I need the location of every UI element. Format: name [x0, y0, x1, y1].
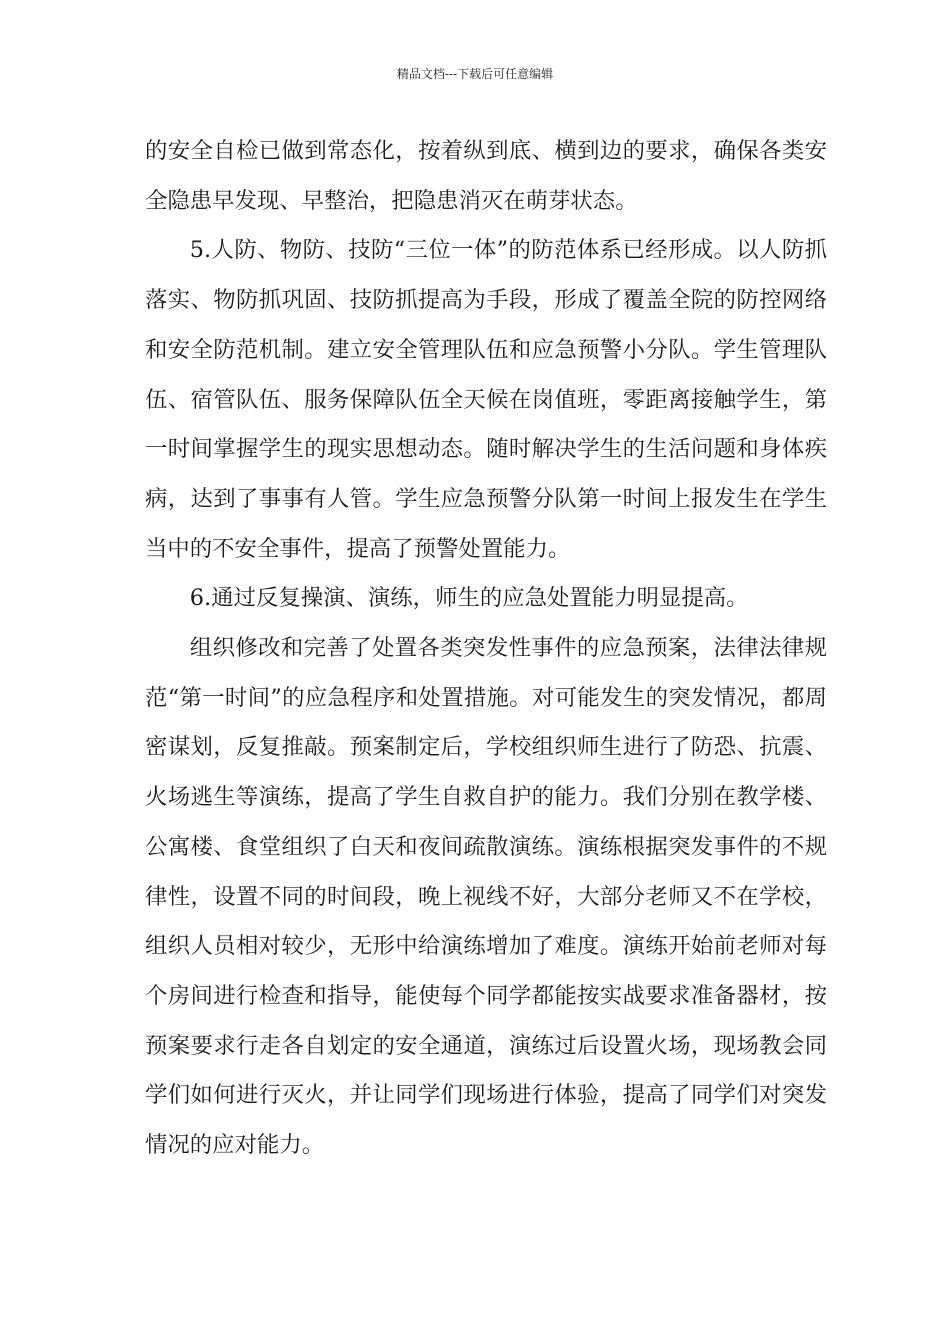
- document-body: [145, 127, 827, 1171]
- paragraph-item-5: 5.人防、物防、技防“三位一体”的防范体系已经形成。以人防抓落实、物防抓巩固、技防抓提高为手段，形成了覆盖全院的防控网络和安全防范机制。建立安全管理队伍和应急预警小分队。学生管理队伍、宿管队伍、服务保障队伍全天候在岗值班，零距离接触学生，第一时间掌握学生的现实思想动态。随时解决学生的生活问题和身体疾病，达到了事事有人管。学生应急预警分队第一时间上报发生在学生当中的不安全事件，提高了预警处置能力。: [145, 237, 827, 562]
- paragraph-drill-details: 组织修改和完善了处置各类突发性事件的应急预案，法律法律规范“第一时间”的应急程序和处置措施。对可能发生的突发情况，都周密谋划，反复推敲。预案制定后，学校组织师生进行了防恐、抗震、火场逃生等演练，提高了学生自救自护的能力。我们分别在教学楼、公寓楼、食堂组织了白天和夜间疏散演练。演练根据突发事件的不规律性，设置不同的时间段，晚上视线不好，大部分老师又不在学校，组织人员相对较少，无形中给演练增加了难度。演练开始前老师对每个房间进行检查和指导，能使每个同学都能按实战要求准备器材，按预案要求行走各自划定的安全通道，演练过后设置火场，现场教会同学们如何进行灭火，并让同学们现场进行体验，提高了同学们对突发情况的应对能力。: [145, 635, 827, 1159]
- paragraph-continuation: 的安全自检已做到常态化，按着纵到底、横到边的要求，确保各类安全隐患早发现、早整治，把隐患消灭在萌芽状态。: [145, 138, 827, 214]
- page-header: 精品文档---下载后可任意编辑: [396, 67, 554, 81]
- paragraph-item-6: 6.通过反复操演、演练，师生的应急处置能力明显提高。: [189, 585, 749, 612]
